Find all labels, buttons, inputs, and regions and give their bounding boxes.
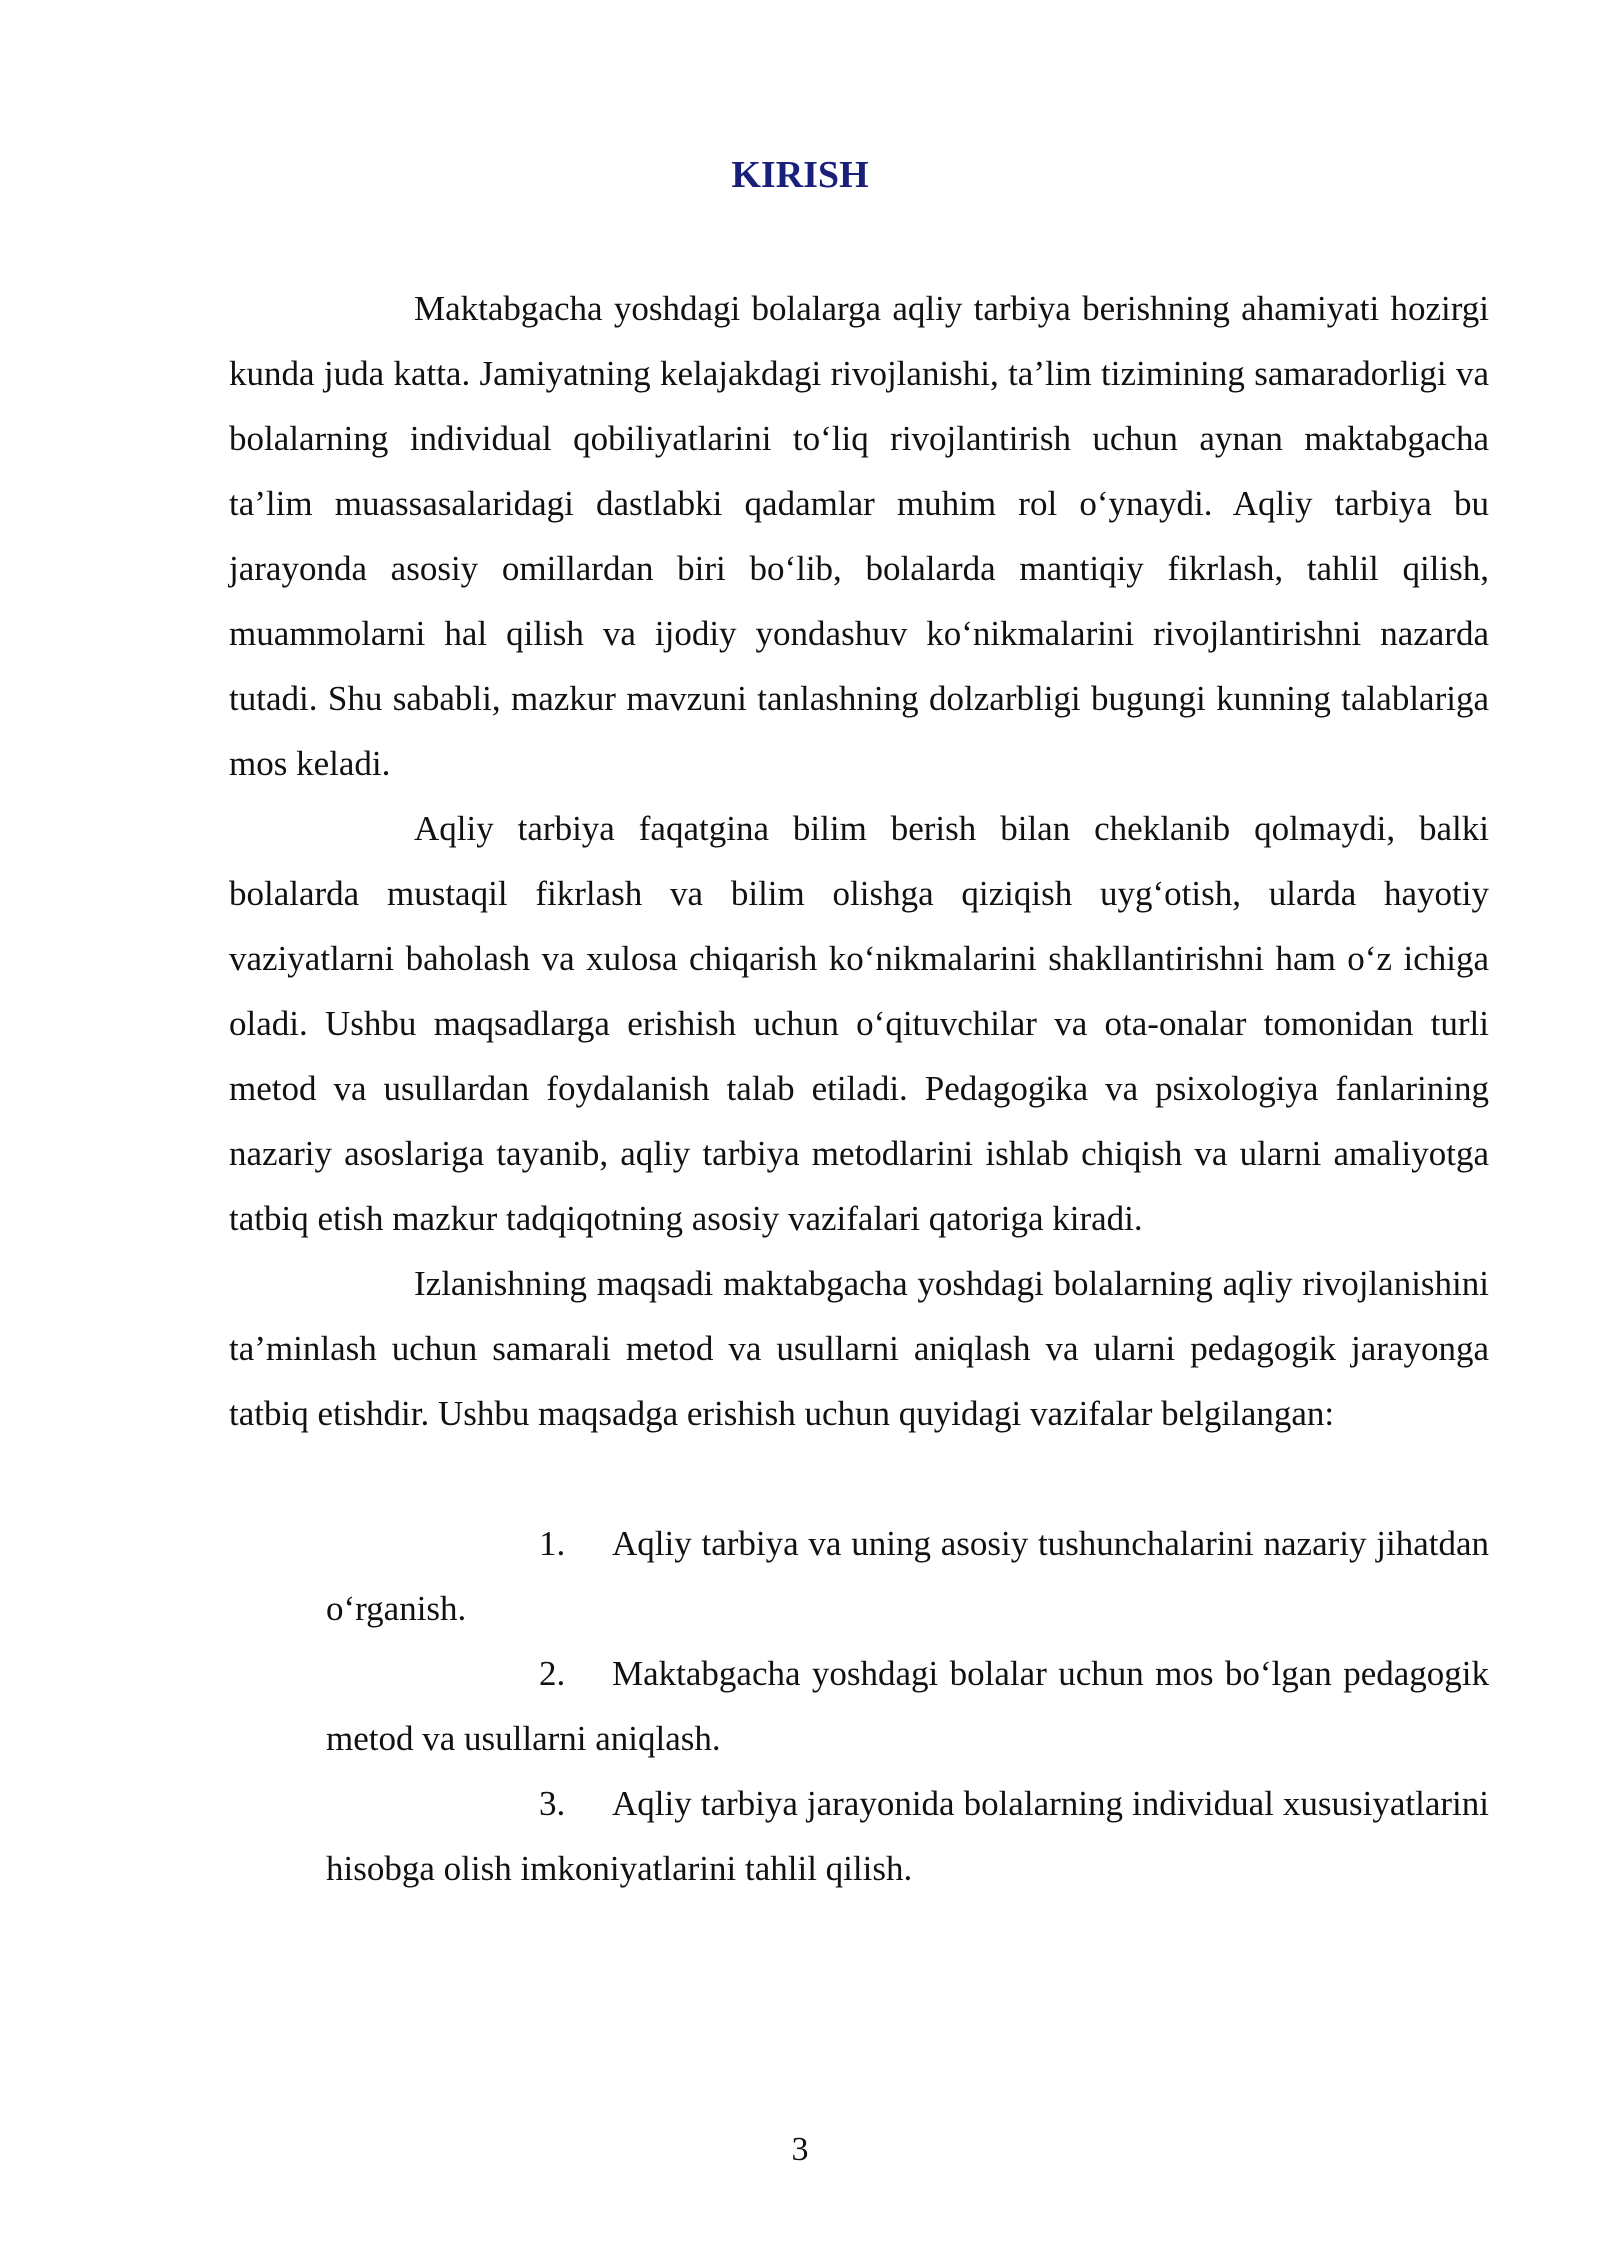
paragraph-mental-education: Aqliy tarbiya faqatgina bilim berish bilan cheklanib qolmaydi, balki bolalarda mustaqil fikrlash va bilim olishga qiziqish uyg‘otish, ularda hayotiy vaziyatlarni baholash va xulosa chiqarish ko‘nikmalarini shakllantirishni ham o‘z ichiga oladi. Ushbu maqsadlarga erishish uchun o‘qituvchilar va ota-onalar tomonidan turli metod va usullardan foydalanish talab etiladi. Pedagogika va psixologiya fanlarining nazariy asoslariga tayanib, aqliy tarbiya metodlarini ishlab chiqish va ularni amaliyotga tatbiq etish mazkur tadqiqotning asosiy vazifalari qatoriga kiradi. <box>229 809 1489 1238</box>
list-item <box>326 1511 1489 1641</box>
tasks-list <box>229 1511 1489 1901</box>
document-body <box>229 276 1489 1901</box>
list-item-text: Aqliy tarbiya jarayonida bolalarning individual xususiyatlarini hisobga olish imkoniyatlarini tahlil qilish. <box>326 1784 1489 1888</box>
list-item <box>326 1641 1489 1771</box>
page-number: 3 <box>791 2131 809 2168</box>
list-item-number: 2. <box>539 1654 566 1693</box>
list-item <box>326 1771 1489 1901</box>
list-item-number: 1. <box>539 1524 566 1563</box>
paragraph-relevance: Maktabgacha yoshdagi bolalarga aqliy tarbiya berishning ahamiyati hozirgi kunda juda katta. Jamiyatning kelajakdagi rivojlanishi, ta’lim tizimining samaradorligi va bolalarning individual qobiliyatlarini to‘liq rivojlantirish uchun aynan maktabgacha ta’lim muassasalaridagi dastlabki qadamlar muhim rol o‘ynaydi. Aqliy tarbiya bu jarayonda asosiy omillardan biri bo‘lib, bolalarda mantiqiy fikrlash, tahlil qilish, muammolarni hal qilish va ijodiy yondashuv ko‘nikmalarini rivojlantirishni nazarda tutadi. Shu sababli, mazkur mavzuni tanlashning dolzarbligi bugungi kunning talablariga mos keladi. <box>229 289 1489 783</box>
list-item-text: Aqliy tarbiya va uning asosiy tushunchalarini nazariy jihatdan o‘rganish. <box>326 1524 1489 1628</box>
section-title: KIRISH <box>731 154 869 196</box>
list-item-number: 3. <box>539 1784 566 1823</box>
list-item-text: Maktabgacha yoshdagi bolalar uchun mos bo‘lgan pedagogik metod va usullarni aniqlash. <box>326 1654 1489 1758</box>
paragraph-research-goal: Izlanishning maqsadi maktabgacha yoshdagi bolalarning aqliy rivojlanishini ta’minlash uchun samarali metod va usullarni aniqlash va ularni pedagogik jarayonga tatbiq etishdir. Ushbu maqsadga erishish uchun quyidagi vazifalar belgilangan: <box>229 1264 1489 1433</box>
